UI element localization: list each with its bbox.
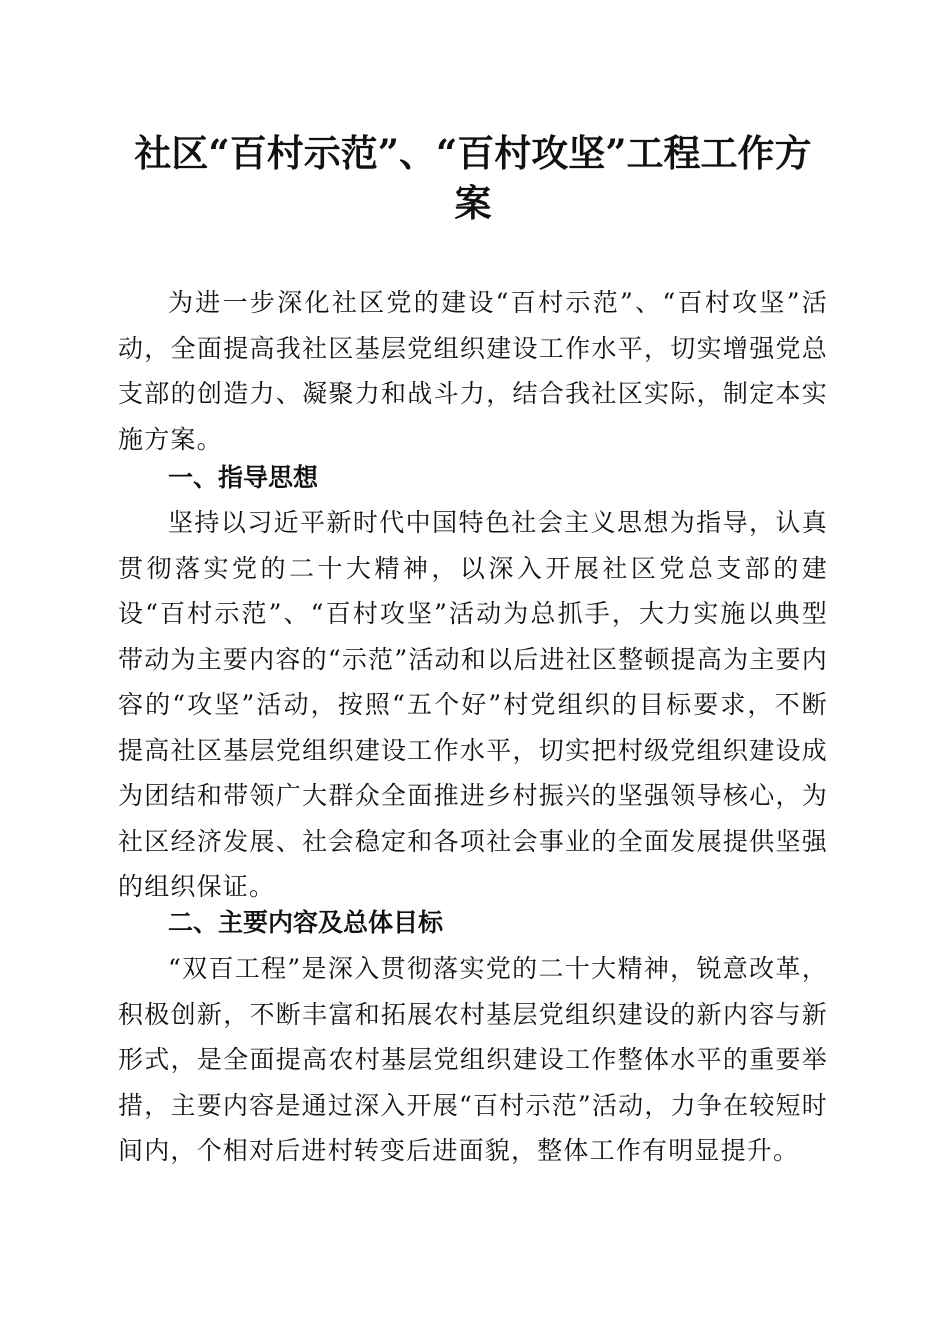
guiding-thought-paragraph: 坚持以习近平新时代中国特色社会主义思想为指导，认真贯彻落实党的二十大精神，以深入开展社区党总支部的建设“百村示范”、“百村攻坚”活动为总抓手，大力实施以典型带动为主要内容的“示范”活动和以后进社区整顿提高为主要内容的“攻坚”活动，按照“五个好”村党组织的目标要求，不断提高社区基层党组织建设工作水平，切实把村级党组织建设成为团结和带领广大群众全面推进乡村振兴的坚强领导核心，为社区经济发展、社会稳定和各项社会事业的全面发展提供坚强的组织保证。: [118, 508, 828, 901]
document-title: 社区“百村示范”、“百村攻坚”工程工作方案: [134, 131, 812, 225]
intro-paragraph: 为进一步深化社区党的建设“百村示范”、“百村攻坚”活动，全面提高我社区基层党组织建设工作水平，切实增强党总支部的创造力、凝聚力和战斗力，结合我社区实际，制定本实施方案。: [118, 288, 828, 454]
section-heading-main-content: 二、主要内容及总体目标: [168, 908, 444, 937]
section-heading-guiding-thought: 一、指导思想: [168, 463, 319, 492]
main-content-paragraph: “双百工程”是深入贯彻落实党的二十大精神，锐意改革，积极创新，不断丰富和拓展农村基层党组织建设的新内容与新形式，是全面提高农村基层党组织建设工作整体水平的重要举措，主要内容是通过深入开展“百村示范”活动，力争在较短时间内，个相对后进村转变后进面貌，整体工作有明显提升。: [118, 954, 828, 1165]
